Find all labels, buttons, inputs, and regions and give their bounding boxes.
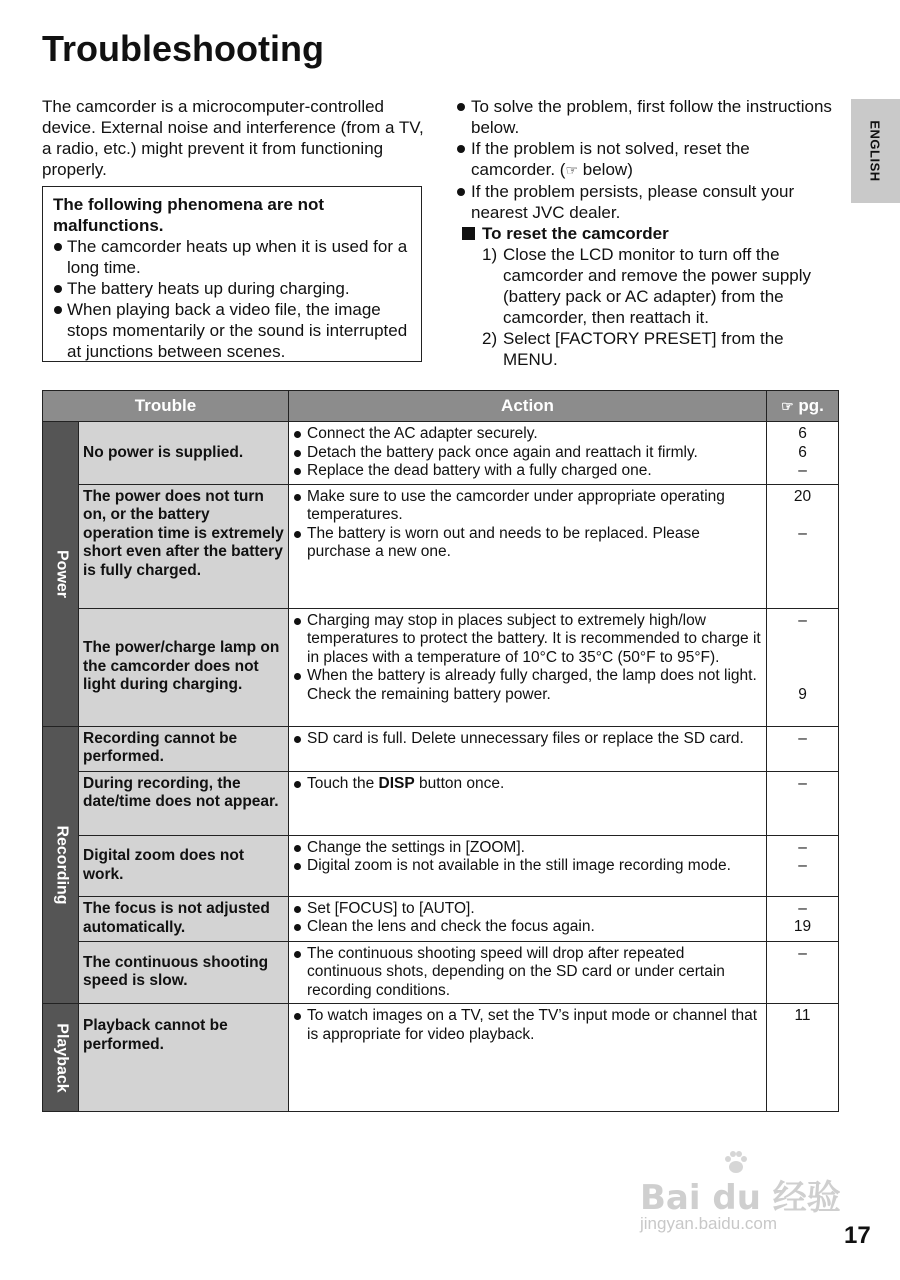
table-header-row: [43, 391, 839, 422]
page-cell: [767, 835, 839, 896]
action-cell: [289, 608, 767, 726]
page-cell: [767, 726, 839, 771]
page-ref: –: [798, 944, 807, 962]
page-ref: 20: [793, 487, 812, 505]
category-power: [43, 422, 79, 727]
trouble-cell: The power does not turn on, or the battery operation time is extremely short even after the battery is fully charged.: [79, 484, 289, 608]
trouble-cell: The continuous shooting speed is slow.: [79, 941, 289, 1004]
table-row: [43, 484, 839, 608]
instruction-text-suffix: below): [578, 160, 633, 179]
page-reference-icon: ☞: [781, 397, 794, 414]
page-cell: [767, 896, 839, 941]
table-row: [43, 941, 839, 1004]
page-reference-icon: ☞: [565, 162, 579, 178]
not-malfunction-item: The camcorder heats up when it is used for a long time.: [53, 236, 411, 278]
page-ref: –: [798, 611, 807, 629]
trouble-cell: During recording, the date/time does not appear.: [79, 771, 289, 835]
page-number: 17: [844, 1222, 871, 1249]
intro-paragraph: The camcorder is a microcomputer-controlled device. External noise and interference (from a TV, a radio, etc.) might prevent it from functioning properly.: [42, 97, 424, 179]
instruction-item: If the problem persists, please consult your nearest JVC dealer.: [456, 181, 836, 223]
table-row: [43, 835, 839, 896]
page-ref: –: [798, 838, 807, 856]
step-number: 1): [482, 245, 498, 264]
action-item: Set [FOCUS] to [AUTO].: [293, 900, 762, 919]
table-row: [43, 422, 839, 485]
instructions-column: [456, 96, 836, 370]
language-tab: [851, 99, 900, 203]
page-cell: [767, 771, 839, 835]
table-row: [43, 726, 839, 771]
page-header-label: pg.: [793, 395, 824, 415]
step-text: Select [FACTORY PRESET] from the MENU.: [503, 329, 784, 369]
reset-heading: [462, 223, 836, 244]
watermark-url: jingyan.baidu.com: [640, 1214, 778, 1233]
page-ref: –: [798, 729, 807, 747]
step-text: Close the LCD monitor to turn off the camcorder and remove the power supply (battery pack or AC adapter) from the camcorder, then reattach it.: [503, 245, 812, 327]
action-item: Charging may stop in places subject to extremely high/low temperatures to protect the battery. It is recommended to charge it in places with a temperature of 10°C to 35°C (50°F to 95°F).: [293, 612, 762, 668]
trouble-cell: Digital zoom does not work.: [79, 835, 289, 896]
action-item: To watch images on a TV, set the TV’s input mode or channel that is appropriate for video playback.: [293, 1007, 762, 1044]
action-item: [293, 775, 762, 794]
trouble-header: Trouble: [43, 391, 289, 422]
trouble-cell: The power/charge lamp on the camcorder does not light during charging.: [79, 608, 289, 726]
action-item: The continuous shooting speed will drop after repeated continuous shots, depending on the SD card or under certain recording conditions.: [293, 945, 762, 1001]
page-ref: –: [798, 899, 807, 917]
not-malfunction-item: When playing back a video file, the image stops momentarily or the sound is interrupted at junctions between scenes.: [53, 299, 411, 362]
action-item: When the battery is already fully charged, the lamp does not light. Check the remaining battery power.: [293, 667, 762, 704]
action-cell: [289, 771, 767, 835]
action-cell: [289, 1004, 767, 1112]
page-ref: –: [798, 774, 807, 792]
table-row: [43, 896, 839, 941]
square-bullet-icon: [462, 227, 475, 240]
action-header: Action: [289, 391, 767, 422]
category-label: Power: [52, 549, 70, 598]
page-title: Troubleshooting: [42, 28, 324, 69]
instruction-item: To solve the problem, first follow the instructions below.: [456, 96, 836, 138]
action-item: SD card is full. Delete unnecessary files or replace the SD card.: [293, 730, 762, 749]
action-item: The battery is worn out and needs to be replaced. Please purchase a new one.: [293, 525, 762, 562]
action-item: Connect the AC adapter securely.: [293, 425, 762, 444]
page-cell: [767, 608, 839, 726]
language-tab-label: ENGLISH: [867, 120, 883, 182]
action-item: Detach the battery pack once again and reattach it firmly.: [293, 444, 762, 463]
action-cell: [289, 941, 767, 1004]
action-cell: [289, 726, 767, 771]
page-ref: –: [798, 857, 807, 874]
action-item: Clean the lens and check the focus again.: [293, 918, 762, 937]
action-cell: [289, 484, 767, 608]
page-cell: [767, 941, 839, 1004]
page-cell: [767, 484, 839, 608]
page-ref: 6: [798, 425, 807, 442]
reset-step: [456, 244, 836, 328]
category-label: Playback: [52, 1022, 70, 1093]
instruction-item: [456, 138, 836, 181]
action-cell: [289, 422, 767, 485]
step-number: 2): [482, 329, 498, 348]
watermark-brand: Bai du 经验: [640, 1178, 841, 1218]
not-malfunctions-box: [42, 186, 422, 362]
reset-step: [456, 328, 836, 370]
page-ref: 9: [798, 685, 807, 703]
table-row: [43, 608, 839, 726]
action-text: Touch the: [307, 774, 379, 792]
page-cell: [767, 422, 839, 485]
action-item: Change the settings in [ZOOM].: [293, 839, 762, 858]
instruction-text: If the problem is not solved, reset the camcorder. (: [471, 139, 750, 179]
page-ref: 11: [794, 1007, 811, 1024]
table-row: [43, 1004, 839, 1112]
category-label: Recording: [52, 825, 70, 905]
trouble-cell: No power is supplied.: [79, 422, 289, 485]
action-item: Digital zoom is not available in the still image recording mode.: [293, 857, 762, 876]
trouble-cell: Playback cannot be performed.: [79, 1004, 289, 1112]
page-cell: [767, 1004, 839, 1112]
action-cell: [289, 835, 767, 896]
page-ref: –: [798, 524, 807, 542]
category-playback: [43, 1004, 79, 1112]
troubleshooting-table: [42, 390, 839, 1112]
action-text: button once.: [414, 774, 505, 792]
not-malfunction-item: The battery heats up during charging.: [53, 278, 411, 299]
disp-button-label: DISP: [378, 774, 415, 792]
action-item: Make sure to use the camcorder under appropriate operating temperatures.: [293, 488, 762, 525]
page-header: [767, 391, 839, 422]
watermark: [640, 1148, 850, 1248]
category-recording: [43, 726, 79, 1004]
page-ref: –: [798, 462, 807, 479]
page-ref: 19: [793, 918, 812, 935]
table-row: [43, 771, 839, 835]
reset-heading-text: To reset the camcorder: [482, 224, 669, 243]
action-item: Replace the dead battery with a fully charged one.: [293, 462, 762, 481]
trouble-cell: Recording cannot be performed.: [79, 726, 289, 771]
page-ref: 6: [798, 443, 807, 461]
not-malfunctions-heading: The following phenomena are not malfunctions.: [53, 195, 325, 235]
trouble-cell: The focus is not adjusted automatically.: [79, 896, 289, 941]
action-cell: [289, 896, 767, 941]
